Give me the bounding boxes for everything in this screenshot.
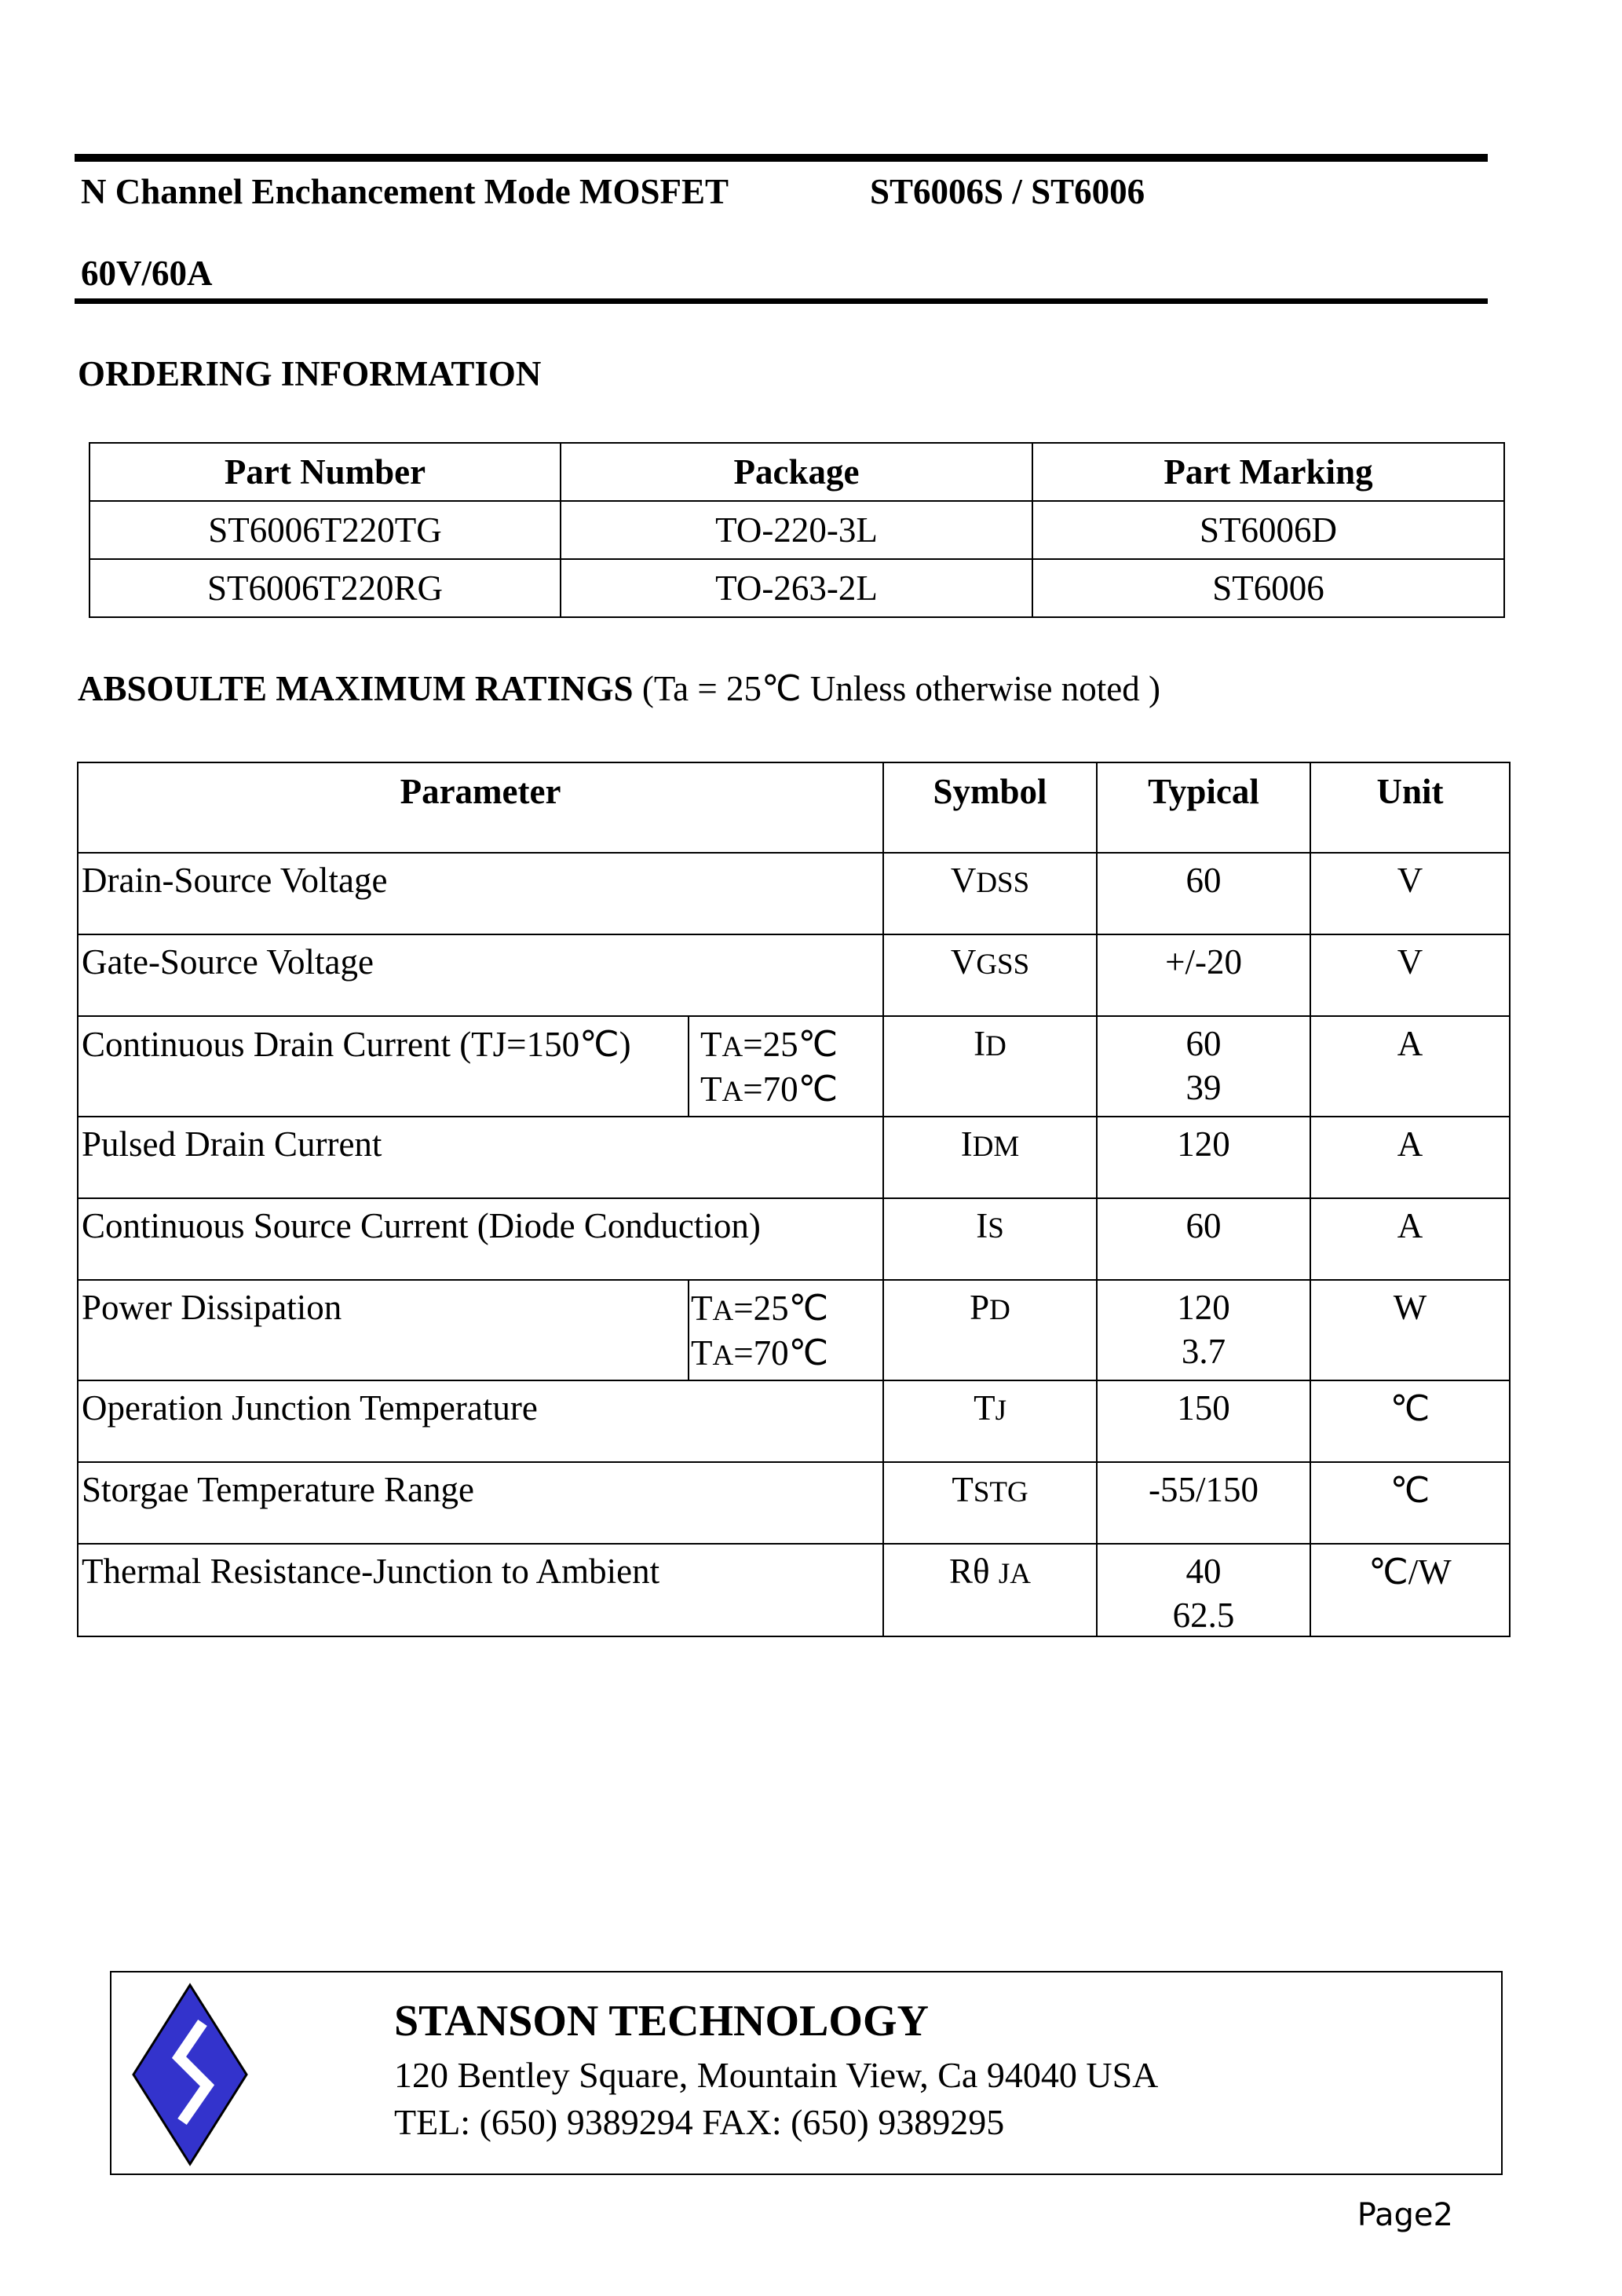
unit-cell: V	[1310, 853, 1510, 934]
unit-cell: W	[1310, 1280, 1510, 1380]
part-number-cell: ST6006T220RG	[90, 559, 561, 617]
col-part-number: Part Number	[90, 443, 561, 501]
symbol-cell: IDM	[883, 1117, 1097, 1198]
table-row	[90, 501, 1504, 559]
condition-line: TA=25℃	[691, 1289, 829, 1328]
col-part-marking: Part Marking	[1032, 443, 1504, 501]
symbol-cell: Rθ JA	[883, 1544, 1097, 1636]
part-marking-cell: ST6006D	[1032, 501, 1504, 559]
parameter-cell: Pulsed Drain Current	[78, 1117, 883, 1198]
parameter-cell: Operation Junction Temperature	[78, 1380, 883, 1462]
table-row	[78, 853, 1510, 934]
company-name: STANSON TECHNOLOGY	[394, 1997, 929, 2046]
ratings-header-row	[78, 762, 1510, 853]
condition-cell	[689, 1016, 883, 1117]
col-package: Package	[561, 443, 1032, 501]
voltage-current-rating: 60V/60A	[81, 254, 213, 293]
parameter-cell: Drain-Source Voltage	[78, 853, 883, 934]
symbol-cell: ID	[883, 1016, 1097, 1117]
condition-line: TA=25℃	[700, 1025, 838, 1064]
symbol-cell: TSTG	[883, 1462, 1097, 1544]
symbol-cell: IS	[883, 1198, 1097, 1280]
part-marking-cell: ST6006	[1032, 559, 1504, 617]
package-cell: TO-220-3L	[561, 501, 1032, 559]
col-parameter: Parameter	[78, 762, 883, 853]
table-row	[78, 1380, 1510, 1462]
value-cell: 40 62.5	[1097, 1544, 1310, 1636]
ratings-title	[78, 667, 1160, 709]
parameter-cell: Continuous Source Current (Diode Conduction)	[78, 1198, 883, 1280]
header-bottom-rule	[75, 298, 1488, 304]
table-row	[78, 1462, 1510, 1544]
unit-cell: ℃	[1310, 1462, 1510, 1544]
ratings-title-text: ABSOULTE MAXIMUM RATINGS	[78, 669, 634, 708]
ordering-title: ORDERING INFORMATION	[78, 354, 542, 393]
table-row	[78, 934, 1510, 1016]
part-number-cell: ST6006T220TG	[90, 501, 561, 559]
ordering-table	[89, 442, 1505, 618]
table-row	[78, 1198, 1510, 1280]
col-unit: Unit	[1310, 762, 1510, 853]
company-address: 120 Bentley Square, Mountain View, Ca 94040 USA	[394, 2055, 1159, 2095]
unit-cell: V	[1310, 934, 1510, 1016]
col-typical: Typical	[1097, 762, 1310, 853]
value-cell: 60	[1097, 1198, 1310, 1280]
company-logo	[127, 1982, 253, 2167]
condition-line: TA=70℃	[700, 1069, 838, 1109]
parameter-cell: Thermal Resistance-Junction to Ambient	[78, 1544, 883, 1636]
unit-cell: A	[1310, 1198, 1510, 1280]
header-top-rule	[75, 154, 1488, 162]
table-row	[90, 559, 1504, 617]
value-cell: 120 3.7	[1097, 1280, 1310, 1380]
col-symbol: Symbol	[883, 762, 1097, 853]
page-number: Page2	[1357, 2197, 1453, 2233]
parameter-cell: Power Dissipation	[78, 1280, 689, 1380]
condition-line: TA=70℃	[691, 1333, 829, 1373]
value-cell: 150	[1097, 1380, 1310, 1462]
ordering-header-row	[90, 443, 1504, 501]
value-cell: -55/150	[1097, 1462, 1310, 1544]
value-cell: 60 39	[1097, 1016, 1310, 1117]
value-cell: 120	[1097, 1117, 1310, 1198]
part-numbers: ST6006S / ST6006	[870, 172, 1145, 211]
table-row	[78, 1544, 1510, 1636]
unit-cell: A	[1310, 1117, 1510, 1198]
company-contact: TEL: (650) 9389294 FAX: (650) 9389295	[394, 2102, 1005, 2142]
table-row	[78, 1280, 1510, 1380]
unit-cell: A	[1310, 1016, 1510, 1117]
symbol-cell: PD	[883, 1280, 1097, 1380]
ratings-condition: (Ta = 25℃ Unless otherwise noted )	[641, 669, 1160, 708]
symbol-cell: TJ	[883, 1380, 1097, 1462]
unit-cell: ℃	[1310, 1380, 1510, 1462]
document-title: N Channel Enchancement Mode MOSFET	[81, 172, 729, 211]
table-row	[78, 1117, 1510, 1198]
unit-cell: ℃/W	[1310, 1544, 1510, 1636]
package-cell: TO-263-2L	[561, 559, 1032, 617]
parameter-cell: Continuous Drain Current (TJ=150℃)	[78, 1016, 689, 1117]
ratings-table	[77, 762, 1511, 1637]
symbol-cell: VGSS	[883, 934, 1097, 1016]
company-footer	[110, 1971, 1503, 2175]
parameter-cell: Gate-Source Voltage	[78, 934, 883, 1016]
parameter-cell: Storgae Temperature Range	[78, 1462, 883, 1544]
symbol-cell: VDSS	[883, 853, 1097, 934]
condition-cell	[689, 1280, 883, 1380]
value-cell: +/-20	[1097, 934, 1310, 1016]
value-cell: 60	[1097, 853, 1310, 934]
table-row	[78, 1016, 1510, 1117]
